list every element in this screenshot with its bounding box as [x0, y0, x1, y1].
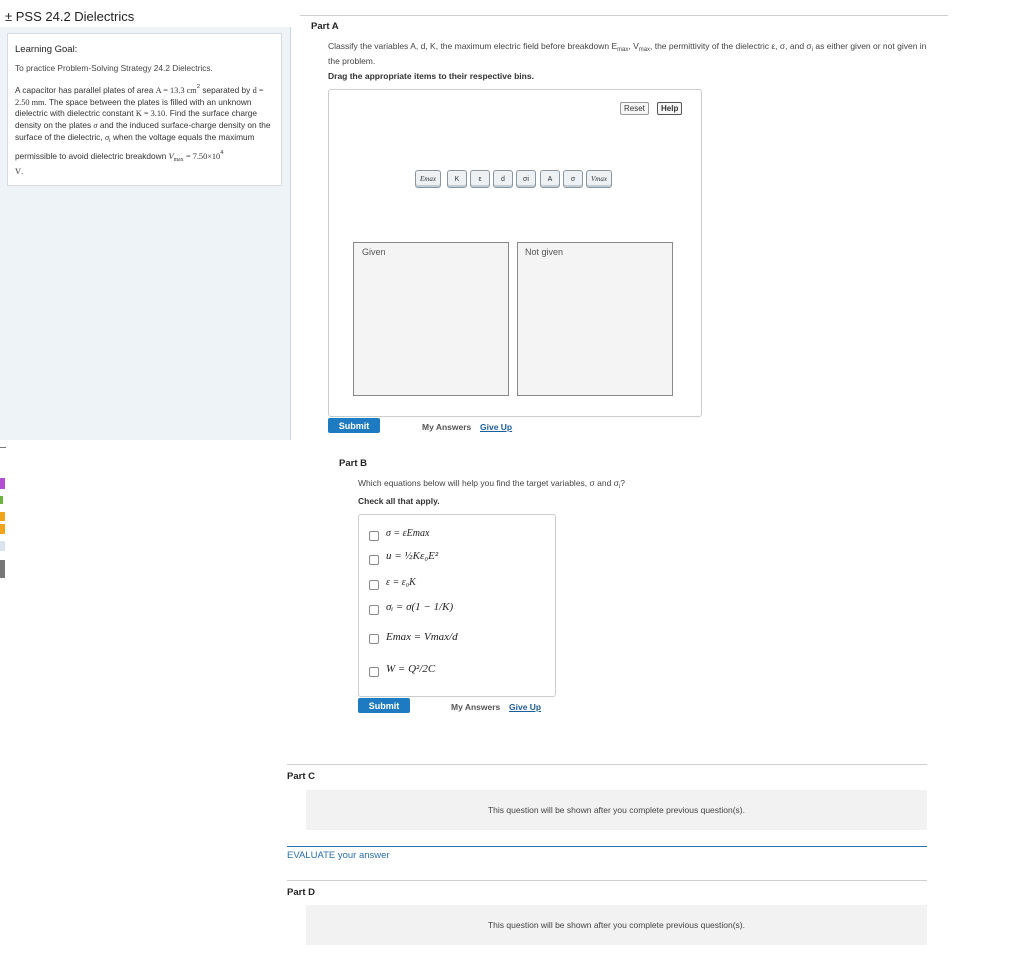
part-b-question-text: Which equations below will help you find the target variables, σ and σ: [358, 478, 619, 488]
bin-not-given[interactable]: [517, 242, 673, 396]
column-divider: [290, 27, 291, 440]
part-a-question-text: Classify the variables A, d, K, the maximum electric field before breakdown E: [328, 41, 618, 51]
evaluate-divider: [287, 846, 927, 847]
part-b-submit-button[interactable]: Submit: [358, 698, 410, 713]
reset-button[interactable]: Reset: [620, 102, 649, 115]
part-b-question: Which equations below will help you find the target variables, σ and $\sigma_i$?: [358, 478, 625, 490]
top-divider: [300, 15, 948, 16]
problem-text-2: separated by: [202, 85, 253, 95]
voltage-unit: V: [15, 167, 21, 177]
tile-d[interactable]: d: [493, 170, 513, 188]
vmax-value: = 7.50×10: [185, 151, 221, 161]
tile-k[interactable]: K: [447, 170, 467, 188]
tile-sigma[interactable]: σ: [563, 170, 583, 188]
edge-widget-orange[interactable]: [0, 512, 5, 521]
option-6-checkbox[interactable]: [369, 667, 379, 677]
part-c-locked-message: This question will be shown after you complete previous question(s).: [487, 805, 746, 815]
problem-text-3: . The space between the plates is filled with an unknown dielectric with dielectric constant: [15, 96, 252, 119]
bin-given[interactable]: [353, 242, 509, 396]
tile-vmax[interactable]: Vmax: [586, 170, 612, 188]
problem-text-1: A capacitor has parallel plates of area: [15, 85, 156, 95]
learning-goal-text: To practice Problem-Solving Strategy 24.2 Dielectrics.: [15, 63, 213, 73]
part-a-instruction: Drag the appropriate items to their respective bins.: [328, 71, 534, 81]
problem-statement: A capacitor has parallel plates of area A = 13.3 $cm^2$ separated by d = 2.50 mm. The space between the plates is filled with an unknown dielectric with dielectric constant K = 3.10. Find the surface charge density on the plates σ and the induced surface-charge density on the surface of the dielectric, $\sigma_i$ when the voltage equals the maximum permissible to avoid dielectric breakdown $V_{max} = 7.50\times 10^4$ V.: [15, 84, 271, 177]
part-a-question-text-3: , the permittivity of the dielectric ε, σ, and σ: [649, 41, 812, 51]
edge-widget-orange-2[interactable]: [0, 524, 5, 534]
page-title: ± PSS 24.2 Dielectrics: [5, 9, 135, 24]
learning-goal-label: Learning Goal:: [15, 44, 78, 55]
part-a-question: Classify the variables A, d, K, the maximum electric field before breakdown $E_{max}$, $V_{max}$, the permittivity of the dielectric ε, σ, and $\sigma_i$ as either given or not given in the problem.: [328, 41, 927, 66]
part-d-divider: [287, 880, 927, 881]
option-6-equation: W = Q²/2C: [386, 663, 436, 675]
evaluate-answer-label: EVALUATE your answer: [287, 850, 390, 861]
option-3-equation: ε = ε₀K: [386, 577, 416, 588]
part-a-question-text-4: as either given or not given in the problem.: [328, 41, 927, 66]
part-a-submit-button[interactable]: Submit: [328, 418, 380, 433]
option-4-checkbox[interactable]: [369, 605, 379, 615]
tile-epsilon[interactable]: ε: [470, 170, 490, 188]
part-b-question-end: ?: [620, 478, 625, 488]
part-d-title: Part D: [287, 887, 315, 898]
part-c-locked-panel: [306, 790, 927, 830]
distance-value: d = 2.50 mm: [15, 86, 264, 107]
problem-text-5: and the induced surface-charge density on the surface of the dielectric,: [15, 120, 271, 142]
part-c-divider: [287, 764, 927, 765]
part-d-locked-message: This question will be shown after you complete previous question(s).: [487, 920, 746, 930]
tile-emax[interactable]: Emax: [415, 170, 441, 188]
edge-divider: [0, 447, 6, 448]
option-4-equation: σᵢ = σ(1 − 1/K): [386, 601, 454, 613]
bin-not-given-label: Not given: [525, 247, 564, 257]
help-button[interactable]: Help: [657, 102, 682, 115]
option-2-equation: u = ½Kε₀E²: [386, 550, 439, 562]
part-a-give-up-link[interactable]: Give Up: [480, 422, 513, 432]
edge-widget-purple[interactable]: [0, 478, 5, 489]
part-a-question-text-2: , V: [628, 41, 639, 51]
option-5-equation: Emax = Vmax/d: [386, 631, 458, 643]
option-2-checkbox[interactable]: [369, 555, 379, 565]
edge-widget-gray[interactable]: [0, 560, 5, 578]
tile-a[interactable]: A: [540, 170, 560, 188]
edge-widget-blue[interactable]: [0, 541, 5, 551]
problem-text-6: when the voltage equals the maximum permissible to avoid dielectric breakdown: [15, 131, 255, 161]
part-a-my-answers-link[interactable]: My Answers: [422, 422, 472, 432]
part-d-locked-panel: [306, 905, 927, 945]
option-1-equation: σ = εEmax: [386, 528, 430, 539]
area-value: A = 13.3 cm: [155, 86, 197, 95]
edge-widget-green[interactable]: [0, 496, 3, 504]
part-c-title: Part C: [287, 771, 315, 782]
part-a-title: Part A: [311, 21, 339, 32]
bin-given-label: Given: [362, 247, 386, 257]
k-value: K = 3.10: [135, 109, 166, 119]
option-3-checkbox[interactable]: [369, 580, 379, 590]
option-5-checkbox[interactable]: [369, 634, 379, 644]
problem-text-4: . Find the surface charge density on the plates: [15, 108, 257, 131]
part-b-title: Part B: [339, 458, 367, 469]
option-1-checkbox[interactable]: [369, 531, 379, 541]
part-b-my-answers-link[interactable]: My Answers: [451, 702, 501, 712]
part-b-instruction: Check all that apply.: [358, 496, 440, 506]
tile-sigma-i[interactable]: σi: [516, 170, 536, 188]
part-b-give-up-link[interactable]: Give Up: [509, 702, 542, 712]
